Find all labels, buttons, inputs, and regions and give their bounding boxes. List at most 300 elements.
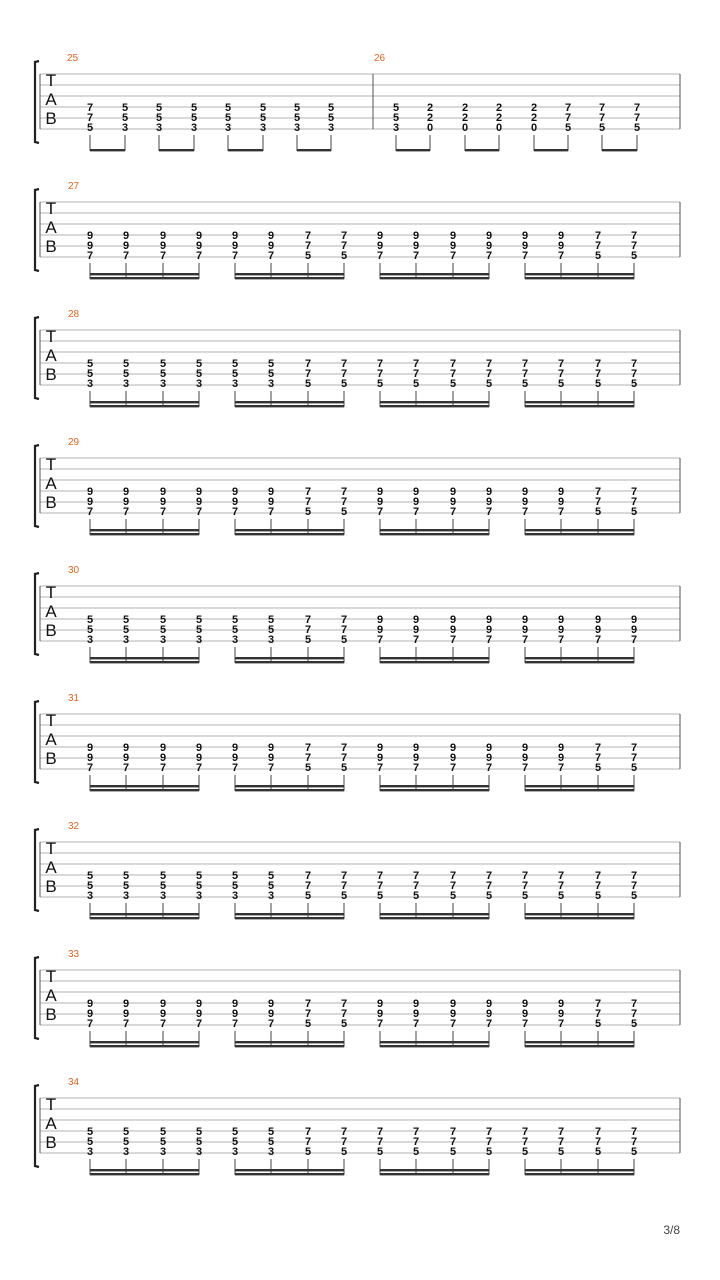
fret-number: 5 [449, 890, 457, 902]
fret-number: 3 [122, 890, 130, 902]
tab-clef-letter: A [45, 474, 57, 493]
note-beam [525, 529, 634, 531]
fret-number: 5 [293, 102, 301, 114]
fret-number: 7 [594, 496, 602, 508]
fret-number: 5 [195, 870, 203, 882]
fret-number: 7 [304, 870, 312, 882]
fret-number: 9 [376, 230, 384, 242]
fret-number: 3 [159, 1146, 167, 1158]
fret-number: 7 [304, 358, 312, 370]
fret-number: 7 [376, 1126, 384, 1138]
note-beam [235, 533, 344, 535]
fret-number: 9 [86, 230, 94, 242]
fret-number: 9 [267, 742, 275, 754]
note-beam [90, 149, 125, 151]
note-beam [235, 661, 344, 663]
fret-number: 7 [449, 358, 457, 370]
fret-number: 9 [195, 486, 203, 498]
fret-number: 5 [190, 112, 198, 124]
fret-number: 2 [530, 102, 538, 114]
note-beam [90, 1173, 199, 1175]
fret-number: 5 [155, 112, 163, 124]
tab-clef-letter: T [45, 455, 57, 474]
note-beam [525, 533, 634, 535]
fret-number: 7 [412, 1018, 420, 1030]
fret-number: 9 [86, 240, 94, 252]
fret-number: 5 [340, 890, 348, 902]
fret-number: 7 [557, 762, 565, 774]
fret-number: 5 [259, 112, 267, 124]
fret-number: 9 [521, 614, 529, 626]
tab-clef-letter: T [45, 199, 57, 218]
fret-number: 5 [86, 358, 94, 370]
tab-clef-letter: A [45, 90, 57, 109]
note-beam [396, 149, 430, 151]
note-beam [90, 529, 199, 531]
fret-number: 7 [564, 102, 572, 114]
fret-number: 3 [293, 122, 301, 134]
fret-number: 9 [122, 240, 130, 252]
system-bracket [35, 317, 39, 399]
note-beam [90, 533, 199, 535]
note-beam [380, 789, 489, 791]
fret-number: 7 [304, 1136, 312, 1148]
note-beam [525, 1169, 634, 1171]
fret-number: 5 [630, 1146, 638, 1158]
system-bracket [35, 61, 39, 143]
fret-number: 9 [412, 742, 420, 754]
note-beam [380, 913, 489, 915]
fret-number: 9 [267, 752, 275, 764]
fret-number: 7 [86, 762, 94, 774]
fret-number: 5 [304, 1018, 312, 1030]
fret-number: 7 [86, 250, 94, 262]
fret-number: 7 [122, 506, 130, 518]
fret-number: 7 [340, 752, 348, 764]
fret-number: 7 [412, 358, 420, 370]
fret-number: 5 [231, 880, 239, 892]
fret-number: 9 [376, 614, 384, 626]
fret-number: 7 [598, 102, 606, 114]
fret-number: 5 [594, 1018, 602, 1030]
fret-number: 7 [557, 634, 565, 646]
fret-number: 3 [267, 634, 275, 646]
fret-number: 7 [630, 752, 638, 764]
note-beam [380, 401, 489, 403]
fret-number: 3 [159, 378, 167, 390]
note-beam [380, 785, 489, 787]
fret-number: 5 [327, 112, 335, 124]
fret-number: 7 [557, 1126, 565, 1138]
fret-number: 5 [231, 1136, 239, 1148]
fret-number: 7 [521, 870, 529, 882]
fret-number: 7 [594, 1008, 602, 1020]
fret-number: 9 [485, 496, 493, 508]
fret-number: 2 [426, 102, 434, 114]
fret-number: 7 [304, 752, 312, 764]
note-beam [380, 533, 489, 535]
fret-number: 5 [293, 112, 301, 124]
fret-number: 7 [412, 880, 420, 892]
fret-number: 9 [86, 742, 94, 754]
note-beam [525, 785, 634, 787]
fret-number: 5 [633, 122, 641, 134]
fret-number: 9 [521, 1008, 529, 1020]
note-beam [380, 917, 489, 919]
fret-number: 5 [376, 378, 384, 390]
fret-number: 3 [195, 890, 203, 902]
fret-number: 2 [495, 102, 503, 114]
fret-number: 9 [412, 614, 420, 626]
fret-number: 9 [159, 230, 167, 242]
fret-number: 7 [557, 870, 565, 882]
fret-number: 7 [564, 112, 572, 124]
note-beam [525, 1041, 634, 1043]
fret-number: 5 [190, 102, 198, 114]
note-beam [380, 1045, 489, 1047]
tab-clef-letter: B [45, 493, 57, 512]
fret-number: 9 [231, 1008, 239, 1020]
fret-number: 9 [122, 752, 130, 764]
measure-number: 29 [68, 437, 80, 448]
fret-number: 7 [485, 634, 493, 646]
note-beam [525, 789, 634, 791]
fret-number: 9 [412, 998, 420, 1010]
fret-number: 9 [195, 496, 203, 508]
fret-number: 7 [376, 762, 384, 774]
fret-number: 5 [267, 368, 275, 380]
fret-number: 5 [122, 358, 130, 370]
fret-number: 9 [449, 496, 457, 508]
fret-number: 3 [231, 890, 239, 902]
fret-number: 7 [340, 1126, 348, 1138]
fret-number: 7 [521, 358, 529, 370]
fret-number: 7 [630, 496, 638, 508]
fret-number: 5 [594, 250, 602, 262]
fret-number: 7 [557, 1136, 565, 1148]
fret-number: 3 [259, 122, 267, 134]
fret-number: 9 [412, 496, 420, 508]
fret-number: 5 [122, 1136, 130, 1148]
note-beam [525, 1045, 634, 1047]
note-beam [525, 661, 634, 663]
fret-number: 7 [340, 1136, 348, 1148]
fret-number: 9 [231, 486, 239, 498]
system-bracket [35, 445, 39, 527]
fret-number: 7 [231, 762, 239, 774]
note-beam [534, 149, 568, 151]
fret-number: 7 [557, 506, 565, 518]
fret-number: 9 [557, 752, 565, 764]
note-beam [380, 1169, 489, 1171]
fret-number: 7 [412, 506, 420, 518]
fret-number: 7 [304, 1008, 312, 1020]
fret-number: 7 [340, 230, 348, 242]
fret-number: 5 [340, 250, 348, 262]
measure-number: 32 [68, 821, 80, 832]
fret-number: 9 [594, 614, 602, 626]
fret-number: 3 [267, 890, 275, 902]
fret-number: 7 [412, 762, 420, 774]
fret-number: 7 [449, 870, 457, 882]
fret-number: 7 [594, 230, 602, 242]
tab-clef-letter: T [45, 583, 57, 602]
note-beam [380, 273, 489, 275]
fret-number: 5 [376, 890, 384, 902]
fret-number: 5 [122, 880, 130, 892]
fret-number: 0 [426, 122, 434, 134]
fret-number: 7 [122, 762, 130, 774]
measure-number: 26 [374, 53, 386, 64]
fret-number: 5 [630, 506, 638, 518]
measure-number: 28 [68, 309, 80, 320]
note-beam [525, 401, 634, 403]
fret-number: 7 [231, 1018, 239, 1030]
fret-number: 9 [557, 486, 565, 498]
fret-number: 7 [521, 250, 529, 262]
fret-number: 7 [340, 880, 348, 892]
fret-number: 5 [159, 1126, 167, 1138]
note-beam [525, 405, 634, 407]
fret-number: 3 [231, 634, 239, 646]
fret-number: 5 [340, 762, 348, 774]
fret-number: 2 [461, 102, 469, 114]
fret-number: 7 [304, 486, 312, 498]
fret-number: 5 [557, 1146, 565, 1158]
tab-clef-letter: B [45, 109, 57, 128]
fret-number: 7 [412, 634, 420, 646]
fret-number: 5 [340, 506, 348, 518]
fret-number: 7 [86, 506, 94, 518]
note-beam [228, 149, 263, 151]
fret-number: 3 [190, 122, 198, 134]
fret-number: 5 [159, 368, 167, 380]
fret-number: 5 [267, 880, 275, 892]
fret-number: 9 [86, 486, 94, 498]
fret-number: 7 [340, 486, 348, 498]
fret-number: 7 [485, 506, 493, 518]
fret-number: 3 [231, 1146, 239, 1158]
fret-number: 3 [195, 378, 203, 390]
fret-number: 3 [392, 122, 400, 134]
fret-number: 9 [521, 624, 529, 636]
fret-number: 7 [340, 998, 348, 1010]
fret-number: 9 [449, 752, 457, 764]
fret-number: 5 [304, 506, 312, 518]
tab-clef-letter: B [45, 877, 57, 896]
note-beam [90, 1169, 199, 1171]
page-number: 3/8 [663, 1223, 680, 1237]
fret-number: 9 [557, 230, 565, 242]
fret-number: 7 [521, 634, 529, 646]
fret-number: 7 [557, 358, 565, 370]
tab-system [35, 565, 680, 663]
note-beam [380, 1173, 489, 1175]
fret-number: 7 [594, 752, 602, 764]
note-beam [380, 277, 489, 279]
fret-number: 7 [594, 880, 602, 892]
fret-number: 7 [521, 506, 529, 518]
fret-number: 9 [195, 752, 203, 764]
fret-number: 5 [521, 1146, 529, 1158]
tab-clef-letter: T [45, 327, 57, 346]
fret-number: 7 [376, 506, 384, 518]
fret-number: 2 [495, 112, 503, 124]
fret-number: 9 [557, 1008, 565, 1020]
fret-number: 9 [449, 240, 457, 252]
fret-number: 7 [340, 870, 348, 882]
fret-number: 7 [594, 1136, 602, 1148]
fret-number: 9 [159, 240, 167, 252]
fret-number: 9 [412, 230, 420, 242]
measure-number: 34 [68, 1077, 80, 1088]
fret-number: 9 [521, 230, 529, 242]
fret-number: 9 [376, 624, 384, 636]
fret-number: 5 [122, 1126, 130, 1138]
fret-number: 7 [412, 368, 420, 380]
tab-clef-letter: A [45, 858, 57, 877]
fret-number: 5 [412, 1146, 420, 1158]
fret-number: 9 [267, 486, 275, 498]
note-beam [235, 1169, 344, 1171]
fret-number: 7 [304, 1126, 312, 1138]
fret-number: 9 [231, 230, 239, 242]
fret-number: 3 [86, 890, 94, 902]
fret-number: 7 [376, 1136, 384, 1148]
note-beam [525, 273, 634, 275]
fret-number: 7 [412, 870, 420, 882]
note-beam [380, 1041, 489, 1043]
tab-clef-letter: A [45, 986, 57, 1005]
fret-number: 7 [340, 240, 348, 252]
note-beam [602, 149, 637, 151]
fret-number: 7 [86, 102, 94, 114]
fret-number: 7 [376, 1018, 384, 1030]
fret-number: 9 [485, 752, 493, 764]
note-beam [235, 1045, 344, 1047]
fret-number: 5 [392, 102, 400, 114]
note-beam [90, 789, 199, 791]
fret-number: 9 [557, 742, 565, 754]
fret-number: 7 [594, 742, 602, 754]
fret-number: 7 [304, 624, 312, 636]
fret-number: 9 [485, 240, 493, 252]
note-beam [380, 657, 489, 659]
fret-number: 7 [485, 358, 493, 370]
fret-number: 2 [530, 112, 538, 124]
fret-number: 3 [121, 122, 129, 134]
fret-number: 5 [195, 1136, 203, 1148]
fret-number: 9 [449, 486, 457, 498]
fret-number: 9 [231, 496, 239, 508]
fret-number: 7 [412, 1126, 420, 1138]
fret-number: 5 [231, 358, 239, 370]
fret-number: 7 [340, 614, 348, 626]
fret-number: 7 [267, 1018, 275, 1030]
fret-number: 9 [412, 624, 420, 636]
fret-number: 7 [630, 1136, 638, 1148]
fret-number: 9 [485, 230, 493, 242]
fret-number: 9 [412, 486, 420, 498]
tab-clef-letter: B [45, 365, 57, 384]
fret-number: 5 [259, 102, 267, 114]
note-beam [297, 149, 331, 151]
note-beam [159, 149, 194, 151]
fret-number: 9 [159, 752, 167, 764]
fret-number: 5 [86, 368, 94, 380]
fret-number: 9 [557, 240, 565, 252]
system-bracket [35, 573, 39, 655]
fret-number: 3 [159, 890, 167, 902]
fret-number: 5 [86, 624, 94, 636]
measure-number: 27 [68, 181, 80, 192]
fret-number: 3 [122, 634, 130, 646]
fret-number: 9 [122, 1008, 130, 1020]
fret-number: 5 [392, 112, 400, 124]
fret-number: 7 [195, 250, 203, 262]
fret-number: 3 [122, 1146, 130, 1158]
fret-number: 9 [376, 752, 384, 764]
note-beam [90, 1045, 199, 1047]
fret-number: 7 [449, 1136, 457, 1148]
note-beam [90, 661, 199, 663]
fret-number: 7 [630, 358, 638, 370]
fret-number: 5 [195, 1126, 203, 1138]
fret-number: 7 [485, 880, 493, 892]
fret-number: 9 [195, 998, 203, 1010]
fret-number: 3 [195, 1146, 203, 1158]
fret-number: 9 [412, 240, 420, 252]
fret-number: 9 [521, 486, 529, 498]
fret-number: 5 [521, 378, 529, 390]
fret-number: 9 [485, 624, 493, 636]
fret-number: 5 [86, 880, 94, 892]
fret-number: 7 [231, 250, 239, 262]
note-beam [235, 789, 344, 791]
fret-number: 9 [267, 496, 275, 508]
fret-number: 9 [122, 496, 130, 508]
fret-number: 5 [594, 506, 602, 518]
fret-number: 5 [122, 870, 130, 882]
fret-number: 5 [304, 250, 312, 262]
note-beam [525, 657, 634, 659]
fret-number: 9 [267, 1008, 275, 1020]
fret-number: 5 [304, 378, 312, 390]
fret-number: 7 [159, 762, 167, 774]
fret-number: 9 [86, 496, 94, 508]
fret-number: 9 [122, 998, 130, 1010]
fret-number: 9 [485, 742, 493, 754]
tab-clef-letter: B [45, 749, 57, 768]
note-beam [235, 1041, 344, 1043]
fret-number: 7 [594, 1126, 602, 1138]
fret-number: 5 [412, 890, 420, 902]
fret-number: 7 [630, 368, 638, 380]
fret-number: 7 [485, 1126, 493, 1138]
fret-number: 3 [86, 634, 94, 646]
fret-number: 7 [630, 1008, 638, 1020]
fret-number: 9 [521, 752, 529, 764]
fret-number: 0 [495, 122, 503, 134]
fret-number: 9 [122, 742, 130, 754]
fret-number: 9 [449, 742, 457, 754]
fret-number: 7 [630, 240, 638, 252]
note-beam [90, 785, 199, 787]
fret-number: 9 [630, 624, 638, 636]
fret-number: 7 [376, 880, 384, 892]
fret-number: 5 [340, 378, 348, 390]
fret-number: 7 [304, 614, 312, 626]
